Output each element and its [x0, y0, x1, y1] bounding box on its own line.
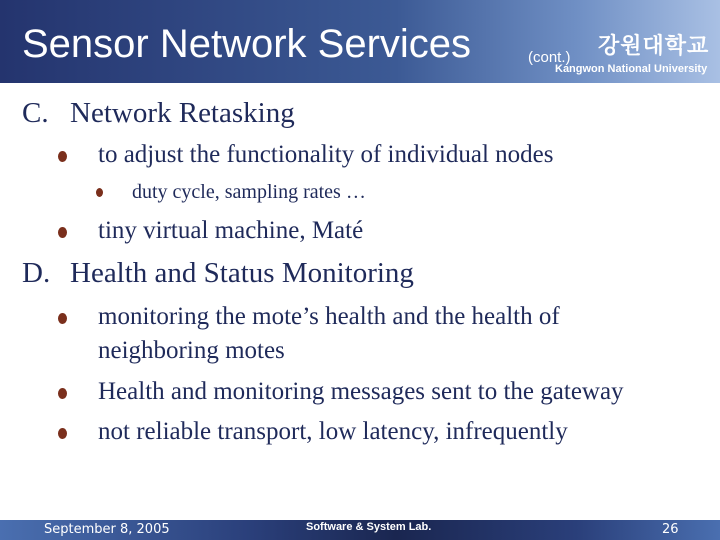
- university-logo-english: Kangwon National University: [555, 63, 708, 75]
- footer-lab-name: Software & System Lab.: [306, 521, 432, 533]
- bullet-icon: [58, 313, 67, 324]
- list-item: Health and monitoring messages sent to the gateway: [98, 378, 624, 405]
- list-item: tiny virtual machine, Maté: [98, 217, 364, 244]
- section-letter: C.: [22, 97, 49, 129]
- list-item: not reliable transport, low latency, infrequently: [98, 418, 568, 445]
- section-heading-c: [22, 99, 295, 128]
- slide-footer: [0, 520, 720, 540]
- page-number: 26: [662, 522, 679, 537]
- sub-list-item: duty cycle, sampling rates …: [132, 181, 366, 203]
- footer-date: September 8, 2005: [44, 522, 170, 537]
- section-heading-d: [22, 259, 414, 288]
- bullet-icon: [96, 188, 103, 197]
- section-title: Network Retasking: [70, 97, 295, 129]
- university-logo-korean: 강원대학교: [598, 34, 710, 59]
- slide-header: [0, 0, 720, 83]
- bullet-icon: [58, 151, 67, 162]
- slide-title: Sensor Network Services: [22, 22, 472, 66]
- section-title: Health and Status Monitoring: [70, 257, 414, 289]
- bullet-icon: [58, 428, 67, 439]
- section-letter: D.: [22, 257, 51, 289]
- bullet-icon: [58, 227, 67, 238]
- bullet-icon: [58, 388, 67, 399]
- list-item: to adjust the functionality of individual nodes: [98, 141, 554, 168]
- slide-title-suffix: (cont.): [528, 49, 571, 66]
- list-item: monitoring the mote’s health and the health of neighboring motes: [98, 303, 560, 364]
